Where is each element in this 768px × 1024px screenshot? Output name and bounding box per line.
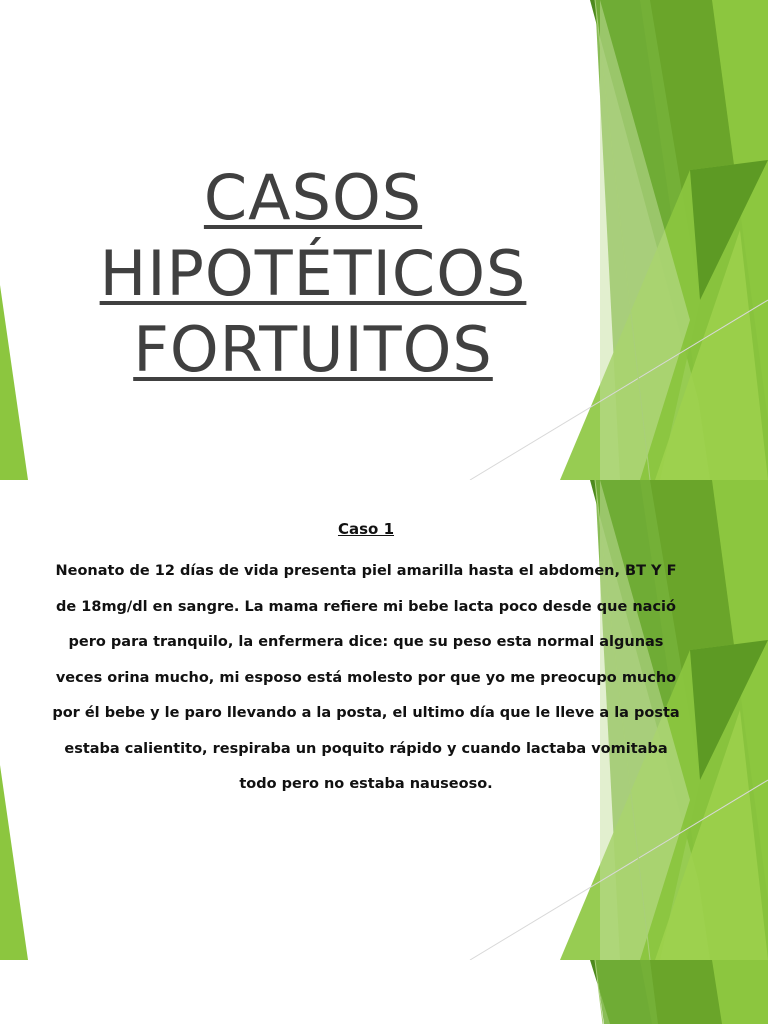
title-line-3: FORTUITOS bbox=[133, 313, 493, 386]
slide-title bbox=[60, 160, 566, 388]
title-line-2: HIPOTÉTICOS bbox=[99, 237, 527, 310]
next-slide-partial bbox=[0, 960, 768, 1024]
title-slide bbox=[0, 0, 768, 480]
green-facets-decoration bbox=[0, 960, 768, 1024]
case-body-text: Neonato de 12 días de vida presenta piel amarilla hasta el abdomen, BT Y F de 18mg/dl en sangre. La mama refiere mi bebe lacta poco desde que nació pero para tranquilo, la enfermera dice: que su peso esta normal algunas veces orina mucho, mi esposo está molesto por que yo me preocupo mucho por él bebe y le paro llevando a la posta, el ultimo día que le lleve a la posta estaba calientito, respiraba un poquito rápido y cuando lactaba vomitaba todo pero no estaba nauseoso. bbox=[52, 563, 680, 792]
title-line-1: CASOS bbox=[203, 161, 423, 234]
case-slide bbox=[0, 480, 768, 960]
case-heading: Caso 1 bbox=[337, 520, 395, 538]
